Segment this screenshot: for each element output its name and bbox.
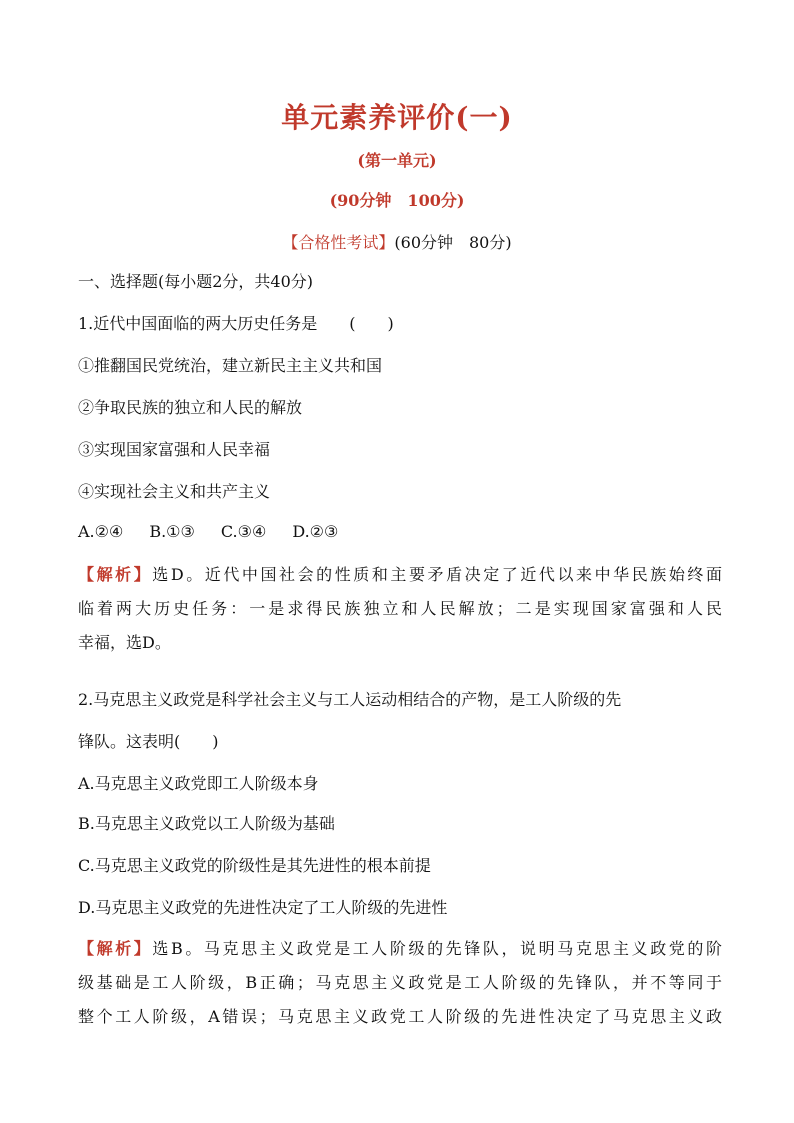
section-heading: 一、选择题(每小题2分，共40分) (78, 272, 314, 291)
option-a: A.②④ (78, 522, 124, 541)
exam-info: (60分钟 80分) (394, 233, 512, 252)
question-1-item: ④实现社会主义和共产主义 (78, 482, 271, 501)
unit-label: (第一单元) (357, 151, 437, 170)
question-2-option-a: A.马克思主义政党即工人阶级本身 (78, 774, 319, 793)
question-1-item: ①推翻国民党统治，建立新民主主义共和国 (78, 356, 383, 375)
exam-header (0, 230, 794, 253)
analysis-line: 整个工人阶级，A错误；马克思主义政党工人阶级的先进性决定了马克思主义政 (78, 1007, 722, 1026)
analysis-line: 级基础是工人阶级，B正确；马克思主义政党是工人阶级的先锋队，并不等同于 (78, 973, 722, 992)
question-1-item: ②争取民族的独立和人民的解放 (78, 398, 303, 417)
exam-tag: 【合格性考试】 (282, 233, 395, 252)
question-1-stem: 1.近代中国面临的两大历史任务是 ( ) (78, 314, 394, 333)
analysis-line: 选D。近代中国社会的性质和主要矛盾决定了近代以来中华民族始终面 (152, 565, 722, 584)
question-2-stem-line: 锋队。这表明( ) (78, 732, 219, 751)
analysis-line: 选B。马克思主义政党是工人阶级的先锋队，说明马克思主义政党的阶 (152, 939, 722, 958)
question-2-option-b: B.马克思主义政党以工人阶级为基础 (78, 814, 335, 833)
option-c: C.③④ (220, 522, 267, 541)
analysis-tag: 【解析】 (78, 939, 153, 958)
analysis-line: 临着两大历史任务：一是求得民族独立和人民解放；二是实现国家富强和人民 (78, 599, 722, 618)
analysis-line: 幸福，选D。 (78, 633, 171, 652)
time-score-label: (90分钟 100分) (329, 191, 465, 210)
question-2-option-c: C.马克思主义政党的阶级性是其先进性的根本前提 (78, 856, 431, 875)
question-2-stem-line: 2.马克思主义政党是科学社会主义与工人运动相结合的产物，是工人阶级的先 (78, 690, 622, 709)
document-title: 单元素养评价(一) (281, 101, 513, 134)
question-1-item: ③实现国家富强和人民幸福 (78, 440, 271, 459)
question-1-analysis (78, 558, 722, 660)
option-b: B.①③ (149, 522, 195, 541)
question-2-analysis (78, 932, 722, 1034)
question-1-options (78, 522, 722, 542)
analysis-tag: 【解析】 (78, 565, 153, 584)
option-d: D.②③ (292, 522, 339, 541)
question-2-option-d: D.马克思主义政党的先进性决定了工人阶级的先进性 (78, 898, 448, 917)
